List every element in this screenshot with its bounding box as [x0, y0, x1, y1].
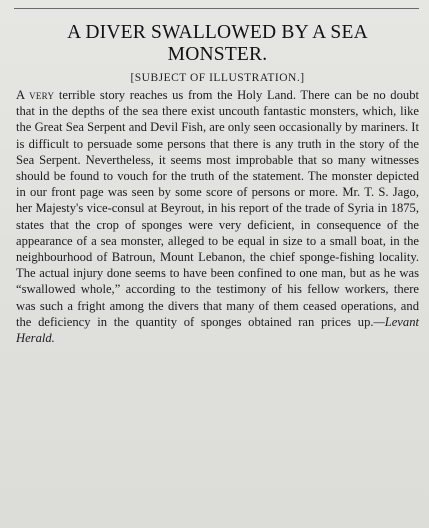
top-rule — [14, 8, 419, 9]
body-text: terrible story reaches us from the Holy Land. There can be no doubt that in the depths of the sea there exist uncouth fantastic monsters, which, like the Great Sea Serpent and Devil Fish, are only seen occasionally by mariners. It is difficult to persuade some persons that there is any truth in the story of the Sea Serpent. Nevertheless, it seems most improbable that so many witnesses should be found to vouch for the truth of the statement. The monster depicted in our front page was seen by some score of persons or more. Mr. T. S. Jago, her Majesty's vice-consul at Beyrout, in his report of the trade of Syria in 1875, states that the crop of sponges were very deficient, in consequence of the appearance of a sea monster, alleged to be equal in size to a small boat, in the neighbourhood of Batroun, Mount Lebanon, the chief sponge-fishing locality. The actual injury done seems to have been confined to one man, but as he was “swallowed whole,” according to the testimony of his fellow workers, there was such a fright among the divers that many of them ceased operations, and the deficiency in the quantity of sponges obtained ran prices up. — [16, 88, 419, 329]
lead-initial: A — [16, 88, 25, 102]
article-title: A DIVER SWALLOWED BY A SEA MONSTER. — [67, 22, 368, 65]
article-body — [16, 87, 419, 346]
lead-word: very — [29, 88, 55, 102]
subject-note: [SUBJECT OF ILLUSTRATION.] — [130, 72, 305, 84]
source-attribution: —Levant Herald. — [16, 314, 419, 346]
